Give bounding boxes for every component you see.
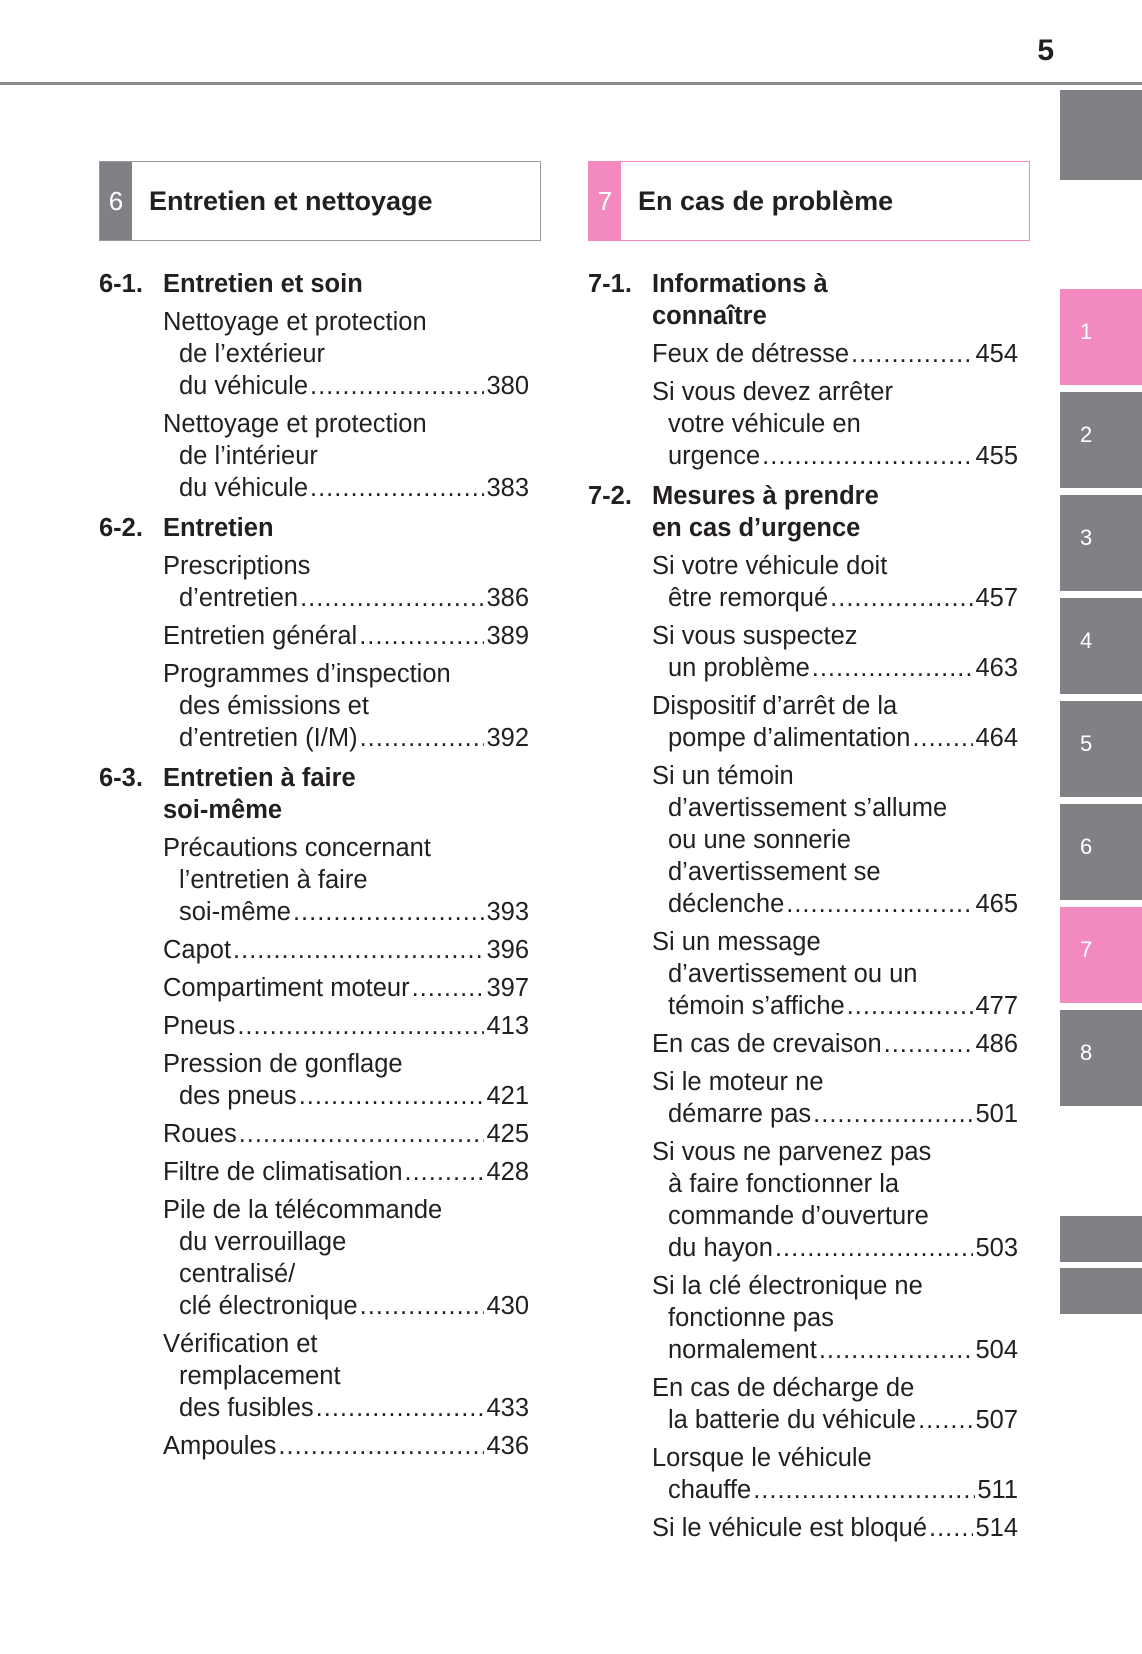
- toc-entry-text: du véhicule: [179, 474, 309, 502]
- toc-entry-text: Si vous suspectez: [652, 622, 858, 650]
- toc-entry[interactable]: [163, 1156, 529, 1188]
- toc-entry-text: du verrouillage: [179, 1228, 347, 1256]
- section-number: 7-2.: [588, 482, 632, 510]
- toc-entry-text: chauffe: [668, 1476, 752, 1504]
- side-tab-2-label: 2: [1080, 422, 1093, 447]
- toc-entry-text: Feux de détresse: [652, 340, 850, 368]
- toc-entry-text: des fusibles: [179, 1394, 314, 1422]
- toc-page-number: 464: [975, 724, 1018, 752]
- toc-entry-text: Roues: [163, 1120, 237, 1148]
- dot-leader: [912, 722, 973, 754]
- toc-entry-text: soi-même: [179, 898, 291, 926]
- toc-entry[interactable]: [652, 1028, 1018, 1060]
- toc-entry-text: Pneus: [163, 1012, 236, 1040]
- toc-entry-text: déclenche: [668, 890, 785, 918]
- page-number: 5: [1037, 34, 1054, 67]
- side-tab-8-label: 8: [1080, 1040, 1093, 1065]
- chapter-6-contents: [99, 268, 529, 1462]
- side-tab-7-label: 7: [1080, 937, 1093, 962]
- toc-entry-text: un problème: [668, 654, 810, 682]
- chapter-6-title: Entretien et nettoyage: [149, 185, 433, 216]
- toc-entry[interactable]: [163, 1328, 529, 1424]
- dot-leader: [359, 620, 484, 652]
- chapter-7-number: 7: [589, 162, 621, 240]
- dot-leader: [299, 1080, 485, 1112]
- dot-leader: [847, 990, 974, 1022]
- side-tab-bottom-2[interactable]: [1060, 1268, 1142, 1314]
- toc-entry-text: du hayon: [668, 1234, 773, 1262]
- chapter-7-contents: [588, 268, 1018, 1544]
- dot-leader: [884, 1028, 974, 1060]
- toc-page-number: 507: [975, 1406, 1018, 1434]
- toc-entry-text: d’entretien (I/M): [179, 724, 358, 752]
- toc-page-number: 389: [486, 622, 529, 650]
- section-number: 6-3.: [99, 764, 143, 792]
- section-heading: [99, 268, 529, 300]
- toc-page-number: 413: [486, 1012, 529, 1040]
- toc-entry[interactable]: [652, 1372, 1018, 1436]
- toc-entry-text: être remorqué: [668, 584, 829, 612]
- toc-page-number: 501: [975, 1100, 1018, 1128]
- toc-entry-text: Pile de la télécommande: [163, 1196, 443, 1224]
- side-tab-1-label: 1: [1080, 319, 1093, 344]
- toc-entry[interactable]: [652, 760, 1018, 920]
- toc-page-number: 477: [975, 992, 1018, 1020]
- dot-leader: [293, 896, 485, 928]
- toc-page-number: 486: [975, 1030, 1018, 1058]
- header-rule: [0, 82, 1142, 85]
- toc-entry-text: Compartiment moteur: [163, 974, 410, 1002]
- toc-entry-text: Capot: [163, 936, 232, 964]
- chapter-7-header: [588, 161, 1030, 241]
- toc-entry-text: démarre pas: [668, 1100, 812, 1128]
- toc-page-number: 421: [486, 1082, 529, 1110]
- toc-entry[interactable]: [652, 1512, 1018, 1544]
- dot-leader: [310, 370, 484, 402]
- dot-leader: [830, 582, 973, 614]
- dot-leader: [929, 1512, 973, 1544]
- dot-leader: [360, 1290, 485, 1322]
- dot-leader: [237, 1010, 484, 1042]
- dot-leader: [310, 472, 484, 504]
- toc-entry-text: témoin s’affiche: [668, 992, 845, 1020]
- section-heading: [588, 480, 1018, 544]
- side-tab-2[interactable]: [1060, 392, 1142, 488]
- toc-entry[interactable]: [652, 1270, 1018, 1366]
- toc-entry-text: En cas de décharge de: [652, 1374, 915, 1402]
- toc-entry-text: normalement: [668, 1336, 817, 1364]
- toc-page-number: 504: [975, 1336, 1018, 1364]
- side-tab-4[interactable]: [1060, 598, 1142, 694]
- toc-entry[interactable]: [163, 1118, 529, 1150]
- toc-page-number: 383: [486, 474, 529, 502]
- section-title: Entretien à faire soi-même: [163, 764, 356, 824]
- dot-leader: [775, 1232, 974, 1264]
- toc-entry-text: Précautions concernant: [163, 834, 431, 862]
- toc-entry-text: votre véhicule en: [668, 410, 861, 438]
- section-number: 6-2.: [99, 514, 143, 542]
- toc-entry-text: Lorsque le véhicule: [652, 1444, 872, 1472]
- dot-leader: [786, 888, 973, 920]
- side-tab-3-label: 3: [1080, 525, 1093, 550]
- toc-page-number: 386: [486, 584, 529, 612]
- section-title: Informations à connaître: [652, 270, 828, 330]
- toc-entry-text: pompe d’alimentation: [668, 724, 911, 752]
- toc-entry[interactable]: [652, 338, 1018, 370]
- section-title: Entretien: [163, 514, 274, 542]
- dot-leader: [762, 440, 973, 472]
- side-tab-3[interactable]: [1060, 495, 1142, 591]
- toc-entry-text: urgence: [668, 442, 761, 470]
- dot-leader: [360, 722, 485, 754]
- section-title: Entretien et soin: [163, 270, 363, 298]
- toc-entry-text: des émissions et: [179, 692, 369, 720]
- toc-page-number: 454: [975, 340, 1018, 368]
- toc-page-number: 392: [486, 724, 529, 752]
- section-title: Mesures à prendre en cas d’urgence: [652, 482, 879, 542]
- toc-entry[interactable]: [652, 1442, 1018, 1506]
- toc-entry-text: du véhicule: [179, 372, 309, 400]
- dot-leader: [812, 652, 974, 684]
- dot-leader: [851, 338, 973, 370]
- side-tab-4-label: 4: [1080, 628, 1093, 653]
- toc-page-number: 396: [486, 936, 529, 964]
- toc-entry-text: Si un message: [652, 928, 821, 956]
- toc-entry-text: la batterie du véhicule: [668, 1406, 917, 1434]
- section-heading: [588, 268, 1018, 332]
- dot-leader: [753, 1474, 975, 1506]
- dot-leader: [813, 1098, 973, 1130]
- side-tab-6-label: 6: [1080, 834, 1093, 859]
- side-tab-6[interactable]: [1060, 804, 1142, 900]
- toc-entry-text: Si votre véhicule doit: [652, 552, 888, 580]
- toc-entry-text: Si vous ne parvenez pas: [652, 1138, 932, 1166]
- toc-entry-text: d’avertissement ou un: [668, 960, 918, 988]
- toc-entry[interactable]: [163, 1010, 529, 1042]
- dot-leader: [233, 934, 484, 966]
- section-number: 6-1.: [99, 270, 143, 298]
- toc-entry[interactable]: [163, 972, 529, 1004]
- toc-entry[interactable]: [163, 1430, 529, 1462]
- chapter-6-number: 6: [100, 162, 132, 240]
- section-heading: [99, 512, 529, 544]
- toc-page-number: 514: [975, 1514, 1018, 1542]
- toc-entry-text: de l’intérieur: [179, 442, 318, 470]
- toc-page-number: 455: [975, 442, 1018, 470]
- toc-entry-text: Si le moteur ne: [652, 1068, 824, 1096]
- toc-entry-text: Programmes d’inspection: [163, 660, 451, 688]
- toc-entry[interactable]: [163, 1194, 529, 1322]
- toc-entry[interactable]: [163, 658, 529, 754]
- toc-page-number: 393: [486, 898, 529, 926]
- toc-entry-text: Vérification et: [163, 1330, 318, 1358]
- side-tab-5-label: 5: [1080, 731, 1093, 756]
- toc-entry-text: Si le véhicule est bloqué: [652, 1514, 928, 1542]
- toc-entry-text: d’avertissement se: [668, 858, 881, 886]
- toc-entry-text: d’avertissement s’allume: [668, 794, 948, 822]
- chapter-6-header: [99, 161, 541, 241]
- toc-entry[interactable]: [163, 408, 529, 504]
- toc-entry-text: à faire fonctionner la: [668, 1170, 900, 1198]
- dot-leader: [316, 1392, 485, 1424]
- section-heading: [99, 762, 529, 826]
- toc-entry[interactable]: [652, 690, 1018, 754]
- toc-entry[interactable]: [163, 620, 529, 652]
- toc-entry-text: En cas de crevaison: [652, 1030, 882, 1058]
- toc-entry[interactable]: [163, 550, 529, 614]
- toc-entry[interactable]: [652, 926, 1018, 1022]
- toc-entry-text: Si la clé électronique ne: [652, 1272, 923, 1300]
- toc-entry-text: Nettoyage et protection: [163, 410, 427, 438]
- toc-entry-text: fonctionne pas: [668, 1304, 834, 1332]
- toc-entry-text: Si vous devez arrêter: [652, 378, 893, 406]
- toc-page-number: 433: [486, 1394, 529, 1422]
- dot-leader: [405, 1156, 485, 1188]
- toc-entry-text: Pression de gonflage: [163, 1050, 403, 1078]
- chapter-tabs: [1060, 0, 1142, 1654]
- toc-page-number: 425: [486, 1120, 529, 1148]
- side-tab-7[interactable]: [1060, 907, 1142, 1003]
- toc-page-number: 463: [975, 654, 1018, 682]
- toc-entry[interactable]: [652, 376, 1018, 472]
- toc-entry-text: Prescriptions: [163, 552, 311, 580]
- dot-leader: [278, 1430, 484, 1462]
- toc-entry-text: ou une sonnerie: [668, 826, 851, 854]
- toc-entry-text: d’entretien: [179, 584, 299, 612]
- toc-entry[interactable]: [163, 832, 529, 928]
- toc-entry-text: centralisé/: [179, 1260, 296, 1288]
- toc-page-number: 503: [975, 1234, 1018, 1262]
- toc-entry-text: des pneus: [179, 1082, 297, 1110]
- side-tab-8[interactable]: [1060, 1010, 1142, 1106]
- toc-entry-text: Nettoyage et protection: [163, 308, 427, 336]
- toc-entry-text: Filtre de climatisation: [163, 1158, 403, 1186]
- side-tab-top[interactable]: [1060, 90, 1142, 180]
- toc-entry-text: Ampoules: [163, 1432, 277, 1460]
- toc-page-number: 430: [486, 1292, 529, 1320]
- dot-leader: [412, 972, 485, 1004]
- toc-page-number: 457: [975, 584, 1018, 612]
- toc-entry-text: remplacement: [179, 1362, 341, 1390]
- toc-entry[interactable]: [163, 306, 529, 402]
- side-tab-1[interactable]: [1060, 289, 1142, 385]
- side-tab-bottom-1[interactable]: [1060, 1216, 1142, 1262]
- dot-leader: [918, 1404, 973, 1436]
- toc-entry-text: l’entretien à faire: [179, 866, 368, 894]
- toc-page-number: 428: [486, 1158, 529, 1186]
- toc-page-number: 380: [486, 372, 529, 400]
- toc-page-number: 465: [975, 890, 1018, 918]
- dot-leader: [300, 582, 484, 614]
- toc-page-number: 436: [486, 1432, 529, 1460]
- chapter-7-title: En cas de problème: [638, 185, 894, 216]
- toc-entry[interactable]: [163, 1048, 529, 1112]
- toc-page-number: 397: [486, 974, 529, 1002]
- dot-leader: [239, 1118, 485, 1150]
- toc-entry[interactable]: [652, 620, 1018, 684]
- toc-entry-text: de l’extérieur: [179, 340, 325, 368]
- toc-entry-text: Si un témoin: [652, 762, 794, 790]
- toc-entry-text: commande d’ouverture: [668, 1202, 929, 1230]
- dot-leader: [819, 1334, 974, 1366]
- toc-entry[interactable]: [163, 934, 529, 966]
- side-tab-5[interactable]: [1060, 701, 1142, 797]
- toc-entry[interactable]: [652, 550, 1018, 614]
- toc-entry-text: clé électronique: [179, 1292, 358, 1320]
- toc-entry[interactable]: [652, 1066, 1018, 1130]
- toc-entry-text: Entretien général: [163, 622, 358, 650]
- toc-entry-text: Dispositif d’arrêt de la: [652, 692, 898, 720]
- toc-page-number: 511: [977, 1476, 1018, 1504]
- toc-entry[interactable]: [652, 1136, 1018, 1264]
- section-number: 7-1.: [588, 270, 632, 298]
